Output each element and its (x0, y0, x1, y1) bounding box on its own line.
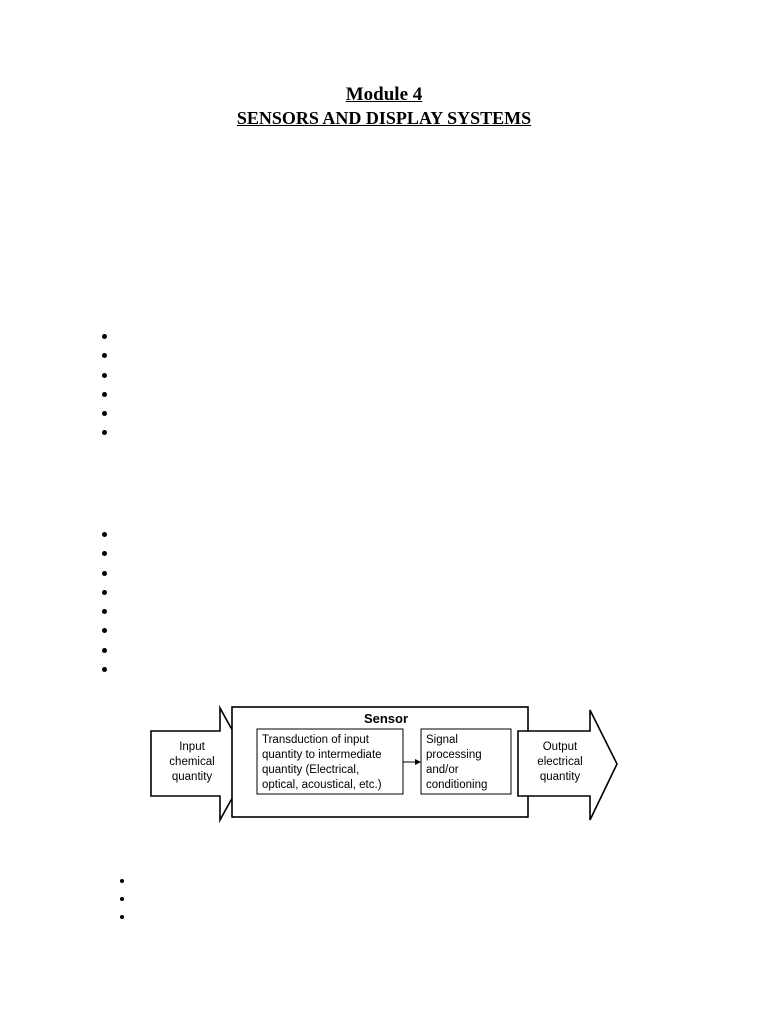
transduction-line-1: Transduction of input (262, 734, 369, 746)
output-label-line-3: quantity (539, 771, 581, 783)
input-label-line-3: quantity (171, 771, 213, 783)
signal-line-3: and/or (426, 764, 459, 776)
output-label-line-2: electrical (537, 756, 583, 768)
module-number: Module 4 (345, 84, 423, 105)
transduction-line-2: quantity to intermediate (262, 749, 382, 761)
input-label-line-1: Input (179, 741, 205, 753)
output-label-line-1: Output (542, 741, 578, 753)
transduction-line-3: quantity (Electrical, (262, 764, 360, 776)
transduction-line-4: optical, acoustical, etc.) (262, 779, 382, 791)
signal-line-1: Signal (426, 734, 458, 746)
input-label-line-2: chemical (169, 756, 215, 768)
page-title: SENSORS AND DISPLAY SYSTEMS (236, 108, 532, 128)
signal-line-4: conditioning (426, 779, 488, 791)
sensor-label: Sensor (363, 711, 409, 726)
signal-line-2: processing (426, 749, 482, 761)
